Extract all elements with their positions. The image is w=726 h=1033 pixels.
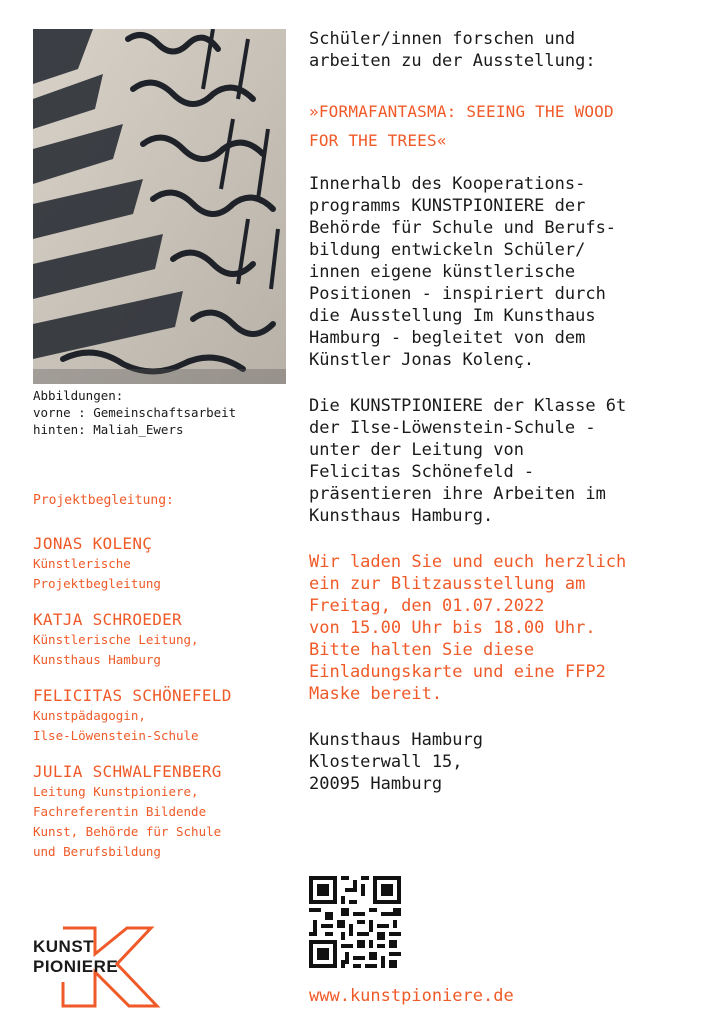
text-line: der Ilse-Löwenstein-Schule - (309, 418, 596, 438)
text-line: Hamburg - begleitet von dem (309, 328, 586, 348)
text-line: Kunsthaus Hamburg. (309, 506, 494, 526)
credit-person (33, 686, 303, 746)
text-line: Kunsthaus Hamburg (309, 730, 483, 750)
role-line: Leitung Kunstpioniere, (33, 784, 199, 799)
invitation-paragraph (309, 551, 709, 705)
main-text-column (309, 28, 709, 795)
text-line: unter der Leitung von (309, 440, 524, 460)
role-line: Fachreferentin Bildende (33, 804, 207, 819)
text-line: Klosterwall 15, (309, 752, 463, 772)
description-paragraph (309, 173, 709, 371)
role-line: Künstlerische Leitung, (33, 632, 199, 647)
caption-line: Abbildungen: (33, 388, 124, 403)
kunstpioniere-logo (33, 924, 163, 1008)
text-line: programms KUNSTPIONIERE der (309, 196, 586, 216)
presentation-paragraph (309, 395, 709, 527)
text-line: Felicitas Schönefeld - (309, 462, 535, 482)
qr-code[interactable] (309, 876, 401, 968)
person-name: JONAS KOLENÇ (33, 534, 153, 553)
logo-text-line2: PIONIERE (33, 957, 119, 976)
text-line: Künstler Jonas Kolenç. (309, 350, 535, 370)
text-line: Wir laden Sie und euch herzlich (309, 552, 627, 572)
credit-person (33, 534, 303, 594)
credit-person (33, 610, 303, 670)
caption-line: hinten: Maliah_Ewers (33, 422, 184, 437)
role-line: Kunstpädagogin, (33, 708, 146, 723)
person-name: KATJA SCHROEDER (33, 610, 182, 629)
person-role (33, 706, 303, 746)
person-name: FELICITAS SCHÖNEFELD (33, 686, 232, 705)
role-line: Kunst, Behörde für Schule (33, 824, 222, 839)
text-line: Die KUNSTPIONIERE der Klasse 6t (309, 396, 627, 416)
text-line: die Ausstellung Im Kunsthaus (309, 306, 596, 326)
intro-text (309, 28, 709, 72)
person-role (33, 630, 303, 670)
text-line: Maske bereit. (309, 684, 443, 704)
text-line: arbeiten zu der Ausstellung: (309, 51, 596, 71)
role-line: Kunsthaus Hamburg (33, 652, 161, 667)
exhibition-title (309, 97, 709, 155)
credits-heading: Projektbegleitung: (33, 493, 174, 508)
title-line: FOR THE TREES« (309, 131, 447, 150)
text-line: Bitte halten Sie diese (309, 640, 535, 660)
role-line: Projektbegleitung (33, 576, 161, 591)
website-link[interactable]: www.kunstpioniere.de (309, 986, 514, 1006)
text-line: Einladungskarte und eine FFP2 (309, 662, 606, 682)
text-line: Freitag, den 01.07.2022 (309, 596, 545, 616)
text-line: von 15.00 Uhr bis 18.00 Uhr. (309, 618, 596, 638)
title-line: »FORMAFANTASMA: SEEING THE WOOD (309, 102, 614, 121)
role-line: Künstlerische (33, 556, 131, 571)
venue-address (309, 729, 709, 795)
artwork-photo (33, 29, 286, 384)
text-line: bildung entwickeln Schüler/ (309, 240, 586, 260)
text-line: Behörde für Schule und Berufs- (309, 218, 617, 238)
text-line: ein zur Blitzausstellung am (309, 574, 586, 594)
person-name: JULIA SCHWALFENBERG (33, 762, 222, 781)
role-line: Ilse-Löwenstein-Schule (33, 728, 199, 743)
image-captions (33, 387, 293, 438)
role-line: und Berufsbildung (33, 844, 161, 859)
text-line: innen eigene künstlerische (309, 262, 576, 282)
project-credits (33, 492, 303, 878)
person-role (33, 554, 303, 594)
text-line: Positionen - inspiriert durch (309, 284, 606, 304)
text-line: Schüler/innen forschen und (309, 29, 576, 49)
text-line: Innerhalb des Kooperations- (309, 174, 586, 194)
caption-line: vorne : Gemeinschaftsarbeit (33, 405, 237, 420)
text-line: 20095 Hamburg (309, 774, 443, 794)
credit-person (33, 762, 303, 862)
person-role (33, 782, 303, 862)
logo-text-line1: KUNST (33, 937, 95, 956)
text-line: präsentieren ihre Arbeiten im (309, 484, 606, 504)
